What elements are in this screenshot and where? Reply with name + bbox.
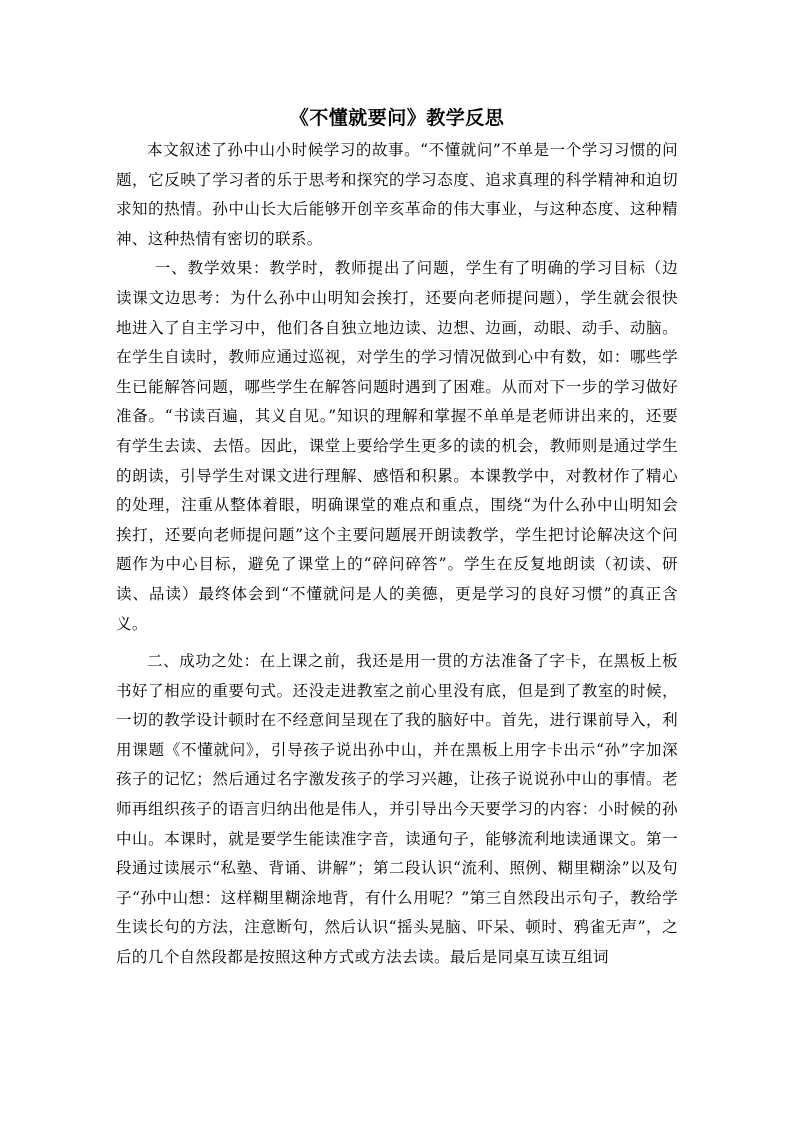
document-title: 《不懂就要问》教学反思: [289, 107, 505, 129]
teaching-effect-paragraph: 一、教学效果：教学时，教师提出了问题，学生有了明确的学习目标（边读课文边思考：为什么孙中山明知会挨打，还要向老师提问题），学生就会很快地进入了自主学习中，他们各自独立地边读、边想、边画，动眼、动手、动脑。在学生自读时，教师应通过巡视，对学生的学习情况做到心中有数，如：哪些学生已能解答问题，哪些学生在解答问题时遇到了困难。从而对下一步的学习做好准备。“书读百遍，其义自见。”知识的理解和掌握不单单是老师讲出来的，还要有学生去读、去悟。因此，课堂上要给学生更多的读的机会，教师则是通过学生的朗读，引导学生对课文进行理解、感悟和积累。本课教学中，对教材作了精心的处理，注重从整体着眼，明确课堂的难点和重点，围绕“为什么孙中山明知会挨打，还要向老师提问题”这个主要问题展开朗读教学，学生把讨论解决这个问题作为中心目标，避免了课堂上的“碎问碎答”。学生在反复地朗读（初读、研读、品读）最终体会到“不懂就问是人的美德，更是学习的良好习惯”的真正含义。: [116, 259, 678, 633]
intro-paragraph: 本文叙述了孙中山小时候学习的故事。“不懂就问”不单是一个学习习惯的问题，它反映了学习者的乐于思考和探究的学习态度、追求真理的科学精神和迫切求知的热情。孙中山长大后能够开创辛亥革命的伟大事业，与这种态度、这种精神、这种热情有密切的联系。: [116, 141, 678, 248]
document-page: [116, 100, 678, 973]
success-points-paragraph: 二、成功之处：在上课之前，我还是用一贯的方法准备了字卡，在黑板上板书好了相应的重要句式。还没走进教室之前心里没有底，但是到了教室的时候，一切的教学设计顿时在不经意间呈现在了我的脑好中。首先，进行课前导入，利用课题《不懂就问》，引导孩子说出孙中山，并在黑板上用字卡出示“孙”字加深孩子的记忆；然后通过名字激发孩子的学习兴趣，让孩子说说孙中山的事情。老师再组织孩子的语言归纳出他是伟人，并引导出今天要学习的内容：小时候的孙中山。本课时，就是要学生能读准字音，读通句子，能够流利地读通课文。第一段通过读展示“私塾、背诵、讲解”；第二段认识“流利、照例、糊里糊涂”以及句子“孙中山想：这样糊里糊涂地背，有什么用呢？”第三自然段出示句子，教给学生读长句的方法，注意断句，然后认识“摇头晃脑、吓呆、顿时、鸦雀无声”，之后的几个自然段都是按照这种方式或方法去读。最后是同桌互读互组词: [116, 652, 678, 967]
